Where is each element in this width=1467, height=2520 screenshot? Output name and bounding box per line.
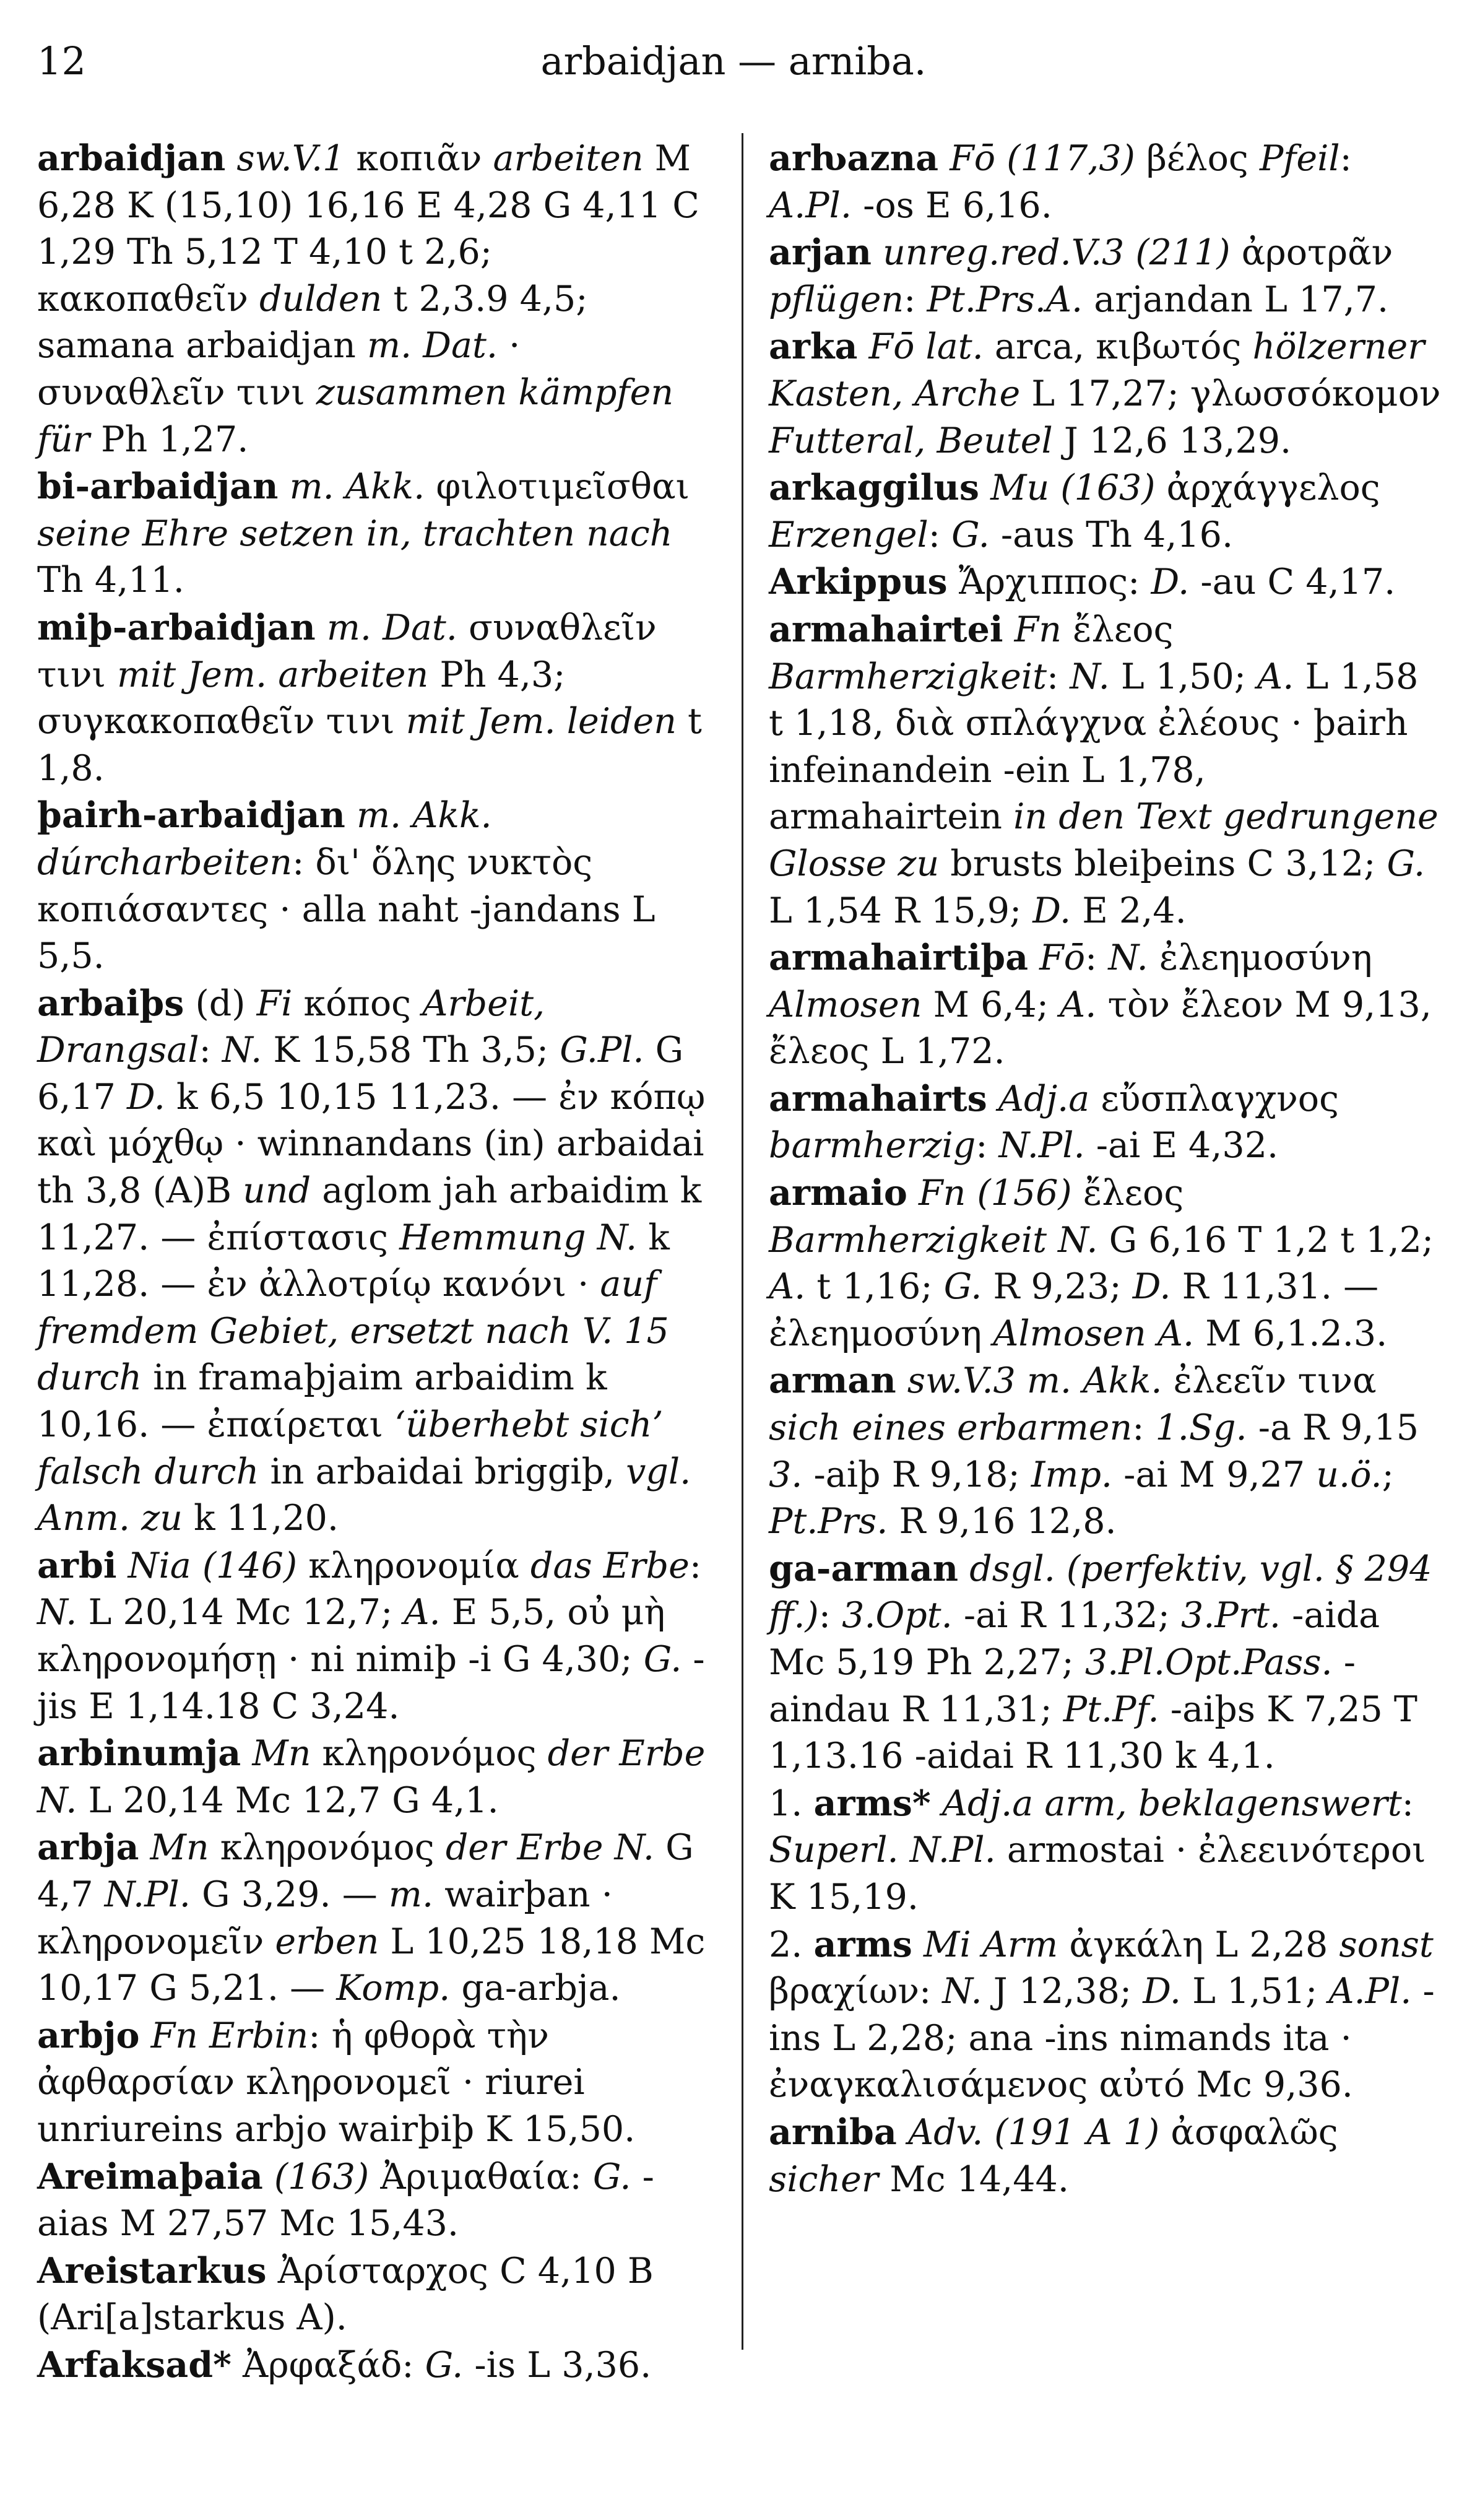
entry-italic-text: sich eines erbarmen [769, 1407, 1133, 1449]
entry-italic-text: u.ö. [1316, 1454, 1382, 1495]
entry-italic-text: auf fremdem Gebiet, ersetzt nach V. 15 durch [37, 1264, 669, 1399]
entry-text: συναθλεῖν τινι [37, 607, 657, 695]
entry-text: κληρονομία [297, 1545, 530, 1586]
entry-text: L 20,14 Mc 12,7; [77, 1592, 404, 1633]
entry-italic-text: barmherzig [769, 1125, 976, 1167]
entry-italic-text: Fn [1014, 609, 1062, 650]
entry-text [897, 2112, 908, 2153]
entry-text [139, 2015, 150, 2056]
entry-headword: armaio [769, 1172, 907, 1214]
entry-text [931, 1783, 942, 1824]
entry-text: ἐλεεῖν τινα [1162, 1360, 1377, 1402]
entry-text: aglom jah arbaidim k 11,27. — ἐπίστασις [37, 1170, 702, 1258]
dictionary-entry [769, 1545, 1443, 1780]
entry-text: : [1085, 937, 1109, 979]
entry-text: -ai R 11,32; [952, 1595, 1181, 1636]
entry-text: Ph 4,3; συγκακοπαθεῖν τινι [37, 654, 566, 742]
entry-text: κόπος [292, 983, 423, 1024]
entry-italic-text: Erzengel [769, 514, 928, 555]
entry-text: Th 4,11. [37, 560, 184, 601]
entry-text: ga-arbja. [450, 1968, 621, 2009]
entry-text [907, 1173, 919, 1214]
dictionary-entry [769, 323, 1443, 464]
entry-text: L 17,27; γλωσσόκομον [1020, 373, 1441, 414]
entry-italic-text: A. [404, 1592, 441, 1633]
entry-text: L 1,51; [1181, 1971, 1329, 2012]
dictionary-entry [37, 1542, 712, 1730]
entry-italic-text: sw.V.1 [236, 138, 345, 179]
entry-italic-text: 3.Prt. [1180, 1595, 1281, 1636]
entry-italic-text: D. [1151, 562, 1190, 603]
dictionary-entry [37, 2342, 712, 2389]
entry-text: wairþan · κληρονομεῖν [37, 1874, 613, 1962]
dictionary-entry [769, 229, 1443, 323]
dictionary-entry [37, 1824, 712, 2012]
entry-text: -aiþ R 9,18; [802, 1454, 1031, 1495]
entry-italic-text: A. [769, 1266, 806, 1308]
entry-text: : [818, 1595, 842, 1636]
entry-headword: arbja [37, 1827, 139, 1869]
entry-text: : [1047, 656, 1070, 697]
entry-headword: Areistarkus [37, 2249, 267, 2292]
entry-text: : [904, 279, 927, 320]
entry-text: βέλος [1135, 138, 1260, 179]
entry-text: : [1339, 138, 1352, 179]
entry-italic-text: 3.Pl.Opt.Pass. [1084, 1642, 1333, 1683]
running-head: arbaidjan — arniba. [540, 38, 927, 84]
entry-italic-text: Barmherzigkeit N. [769, 1219, 1098, 1261]
entry-italic-text: N.Pl. [104, 1874, 191, 1915]
entry-text: G 6,16 T 1,2 t 1,2; [1097, 1219, 1434, 1261]
entry-text: J 12,38; [982, 1971, 1143, 2012]
entry-italic-text: Hemmung N. [399, 1217, 638, 1258]
entry-italic-text: und [243, 1170, 311, 1212]
entry-italic-text: A. [1060, 984, 1097, 1025]
entry-headword: ga-arman [769, 1547, 959, 1589]
entry-text: κληρονόμος [209, 1827, 446, 1869]
entry-text [896, 1360, 907, 1401]
entry-text: -jis E 1,14.18 C 3,24. [37, 1639, 705, 1727]
entry-text: Ἀρίσταρχος C 4,10 B (Ari[a]starkus A). [37, 2250, 654, 2339]
entry-italic-text: Fn Erbin [150, 2015, 309, 2056]
entry-text: ἀρχάγγελος [1155, 467, 1380, 509]
entry-italic-text: mit Jem. arbeiten [117, 654, 429, 695]
entry-italic-text: Adj.a [998, 1078, 1090, 1119]
entry-text: -aus Th 4,16. [989, 514, 1234, 555]
entry-headword: arjan [769, 232, 872, 274]
entry-text: R 9,16 12,8. [888, 1501, 1117, 1542]
entry-text: G 6,17 [37, 1030, 684, 1118]
entry-text [938, 138, 950, 179]
dictionary-entry [37, 135, 712, 463]
entry-italic-text: G.Pl. [560, 1030, 644, 1071]
entry-text: -aiþs K 7,25 T 1,13.16 -aidai R 11,30 k 4,1. [769, 1688, 1417, 1777]
entry-text: : [1132, 1407, 1156, 1449]
entry-text [225, 138, 236, 179]
entry-headword: arbaidjan [37, 137, 226, 179]
entry-text: τὸν ἔλεον M 9,13, ἔλεος L 1,72. [769, 984, 1432, 1072]
entry-text [345, 795, 357, 836]
entry-italic-text: vgl. Anm. zu [37, 1451, 691, 1539]
page-number: 12 [37, 38, 86, 84]
entry-headword: Arfaksad* [37, 2344, 232, 2386]
entry-italic-text: N. [1070, 656, 1110, 697]
entry-text [912, 1924, 924, 1965]
entry-text: 2. [769, 1924, 814, 1965]
entry-text: armostai · ἐλεεινότεροι K 15,19. [769, 1830, 1426, 1918]
entry-italic-text: D. [127, 1076, 165, 1118]
entry-italic-text: m. [388, 1874, 434, 1915]
entry-text [139, 1827, 150, 1868]
entry-headword: arniba [769, 2111, 897, 2153]
entry-headword: arms [813, 1923, 912, 1965]
entry-italic-text: Fi [256, 983, 293, 1024]
entry-text: ἐλεημοσύνη [1148, 937, 1372, 979]
entry-italic-text: Mn [150, 1827, 209, 1869]
entry-italic-text: sonst [1339, 1924, 1434, 1965]
entry-italic-text: G. [425, 2344, 464, 2386]
entry-italic-text: Fō lat. [868, 326, 984, 368]
entry-italic-text: A. [1257, 656, 1294, 697]
entry-text: L 1,50; [1109, 656, 1258, 697]
entry-text: L 20,14 Mc 12,7 G 4,1. [77, 1779, 499, 1821]
dictionary-entry [37, 792, 712, 980]
entry-text [1003, 609, 1015, 650]
entry-text [979, 467, 990, 508]
dictionary-entry [769, 1921, 1443, 2109]
entry-italic-text: m. Akk. dúrcharbeiten [37, 795, 492, 883]
entry-text: k 6,5 10,15 11,23. — ἐν κόπῳ καὶ μόχθῳ · winnandans (in) arbaidai th 3,8 (A)B [37, 1076, 706, 1212]
entry-italic-text: der Erbe N. [37, 1733, 706, 1821]
entry-italic-text: D. [1032, 890, 1071, 931]
entry-italic-text: N.Pl. [998, 1125, 1085, 1167]
entry-text [241, 1733, 252, 1774]
dictionary-entry [769, 934, 1443, 1075]
entry-headword: þairh-arbaidjan [37, 794, 345, 836]
entry-text: ; [1382, 1454, 1394, 1495]
dictionary-entry [37, 2153, 712, 2248]
entry-text: εὔσπλαγχνος [1089, 1078, 1339, 1119]
entry-text: M 6,4; [922, 984, 1060, 1025]
entry-text: : ἡ φθορὰ τὴν ἀφθαρσίαν κληρονομεῖ · riurei unriureins arbjo wairþiþ K 15,50. [37, 2015, 636, 2150]
entry-text: -a R 9,15 [1247, 1407, 1419, 1449]
entry-text: arjandan L 17,7. [1083, 279, 1389, 320]
dictionary-entry [769, 558, 1443, 606]
entry-text: J 12,6 13,29. [1052, 420, 1292, 461]
entry-italic-text: N. [37, 1592, 77, 1633]
entry-text: : [928, 514, 952, 555]
entry-italic-text: sicher [769, 2158, 879, 2200]
entry-text: -ins L 2,28; ana -ins nimands ita · ἐναγκαλισάμενος αὐτό Mc 9,36. [769, 1971, 1435, 2106]
entry-italic-text: ‘überhebt sich’ falsch durch [37, 1404, 664, 1492]
entry-text: ἀσφαλῶς [1159, 2111, 1338, 2153]
dictionary-entry [37, 2012, 712, 2153]
entry-italic-text: D. [1143, 1971, 1182, 2012]
dictionary-entry [769, 135, 1443, 229]
entry-text: t 2,3.9 4,5; samana arbaidjan [37, 278, 588, 367]
entry-text: Ἄρχιππος: [947, 562, 1151, 603]
entry-text: t 1,8. [37, 701, 702, 789]
entry-italic-text: seine Ehre setzen in, trachten nach [37, 513, 673, 554]
entry-italic-text: m. Akk. [289, 466, 425, 508]
entry-headword: arbjo [37, 2014, 140, 2056]
entry-text: βραχίων: [769, 1971, 943, 2012]
entry-italic-text: mit Jem. leiden [405, 701, 677, 742]
entry-italic-text: Futteral, Beutel [769, 420, 1053, 461]
entry-text: : [1401, 1783, 1414, 1824]
dictionary-entry [769, 1170, 1443, 1357]
entry-text: -ai E 4,32. [1084, 1125, 1279, 1167]
entry-text: E 2,4. [1071, 890, 1187, 931]
column-divider [742, 133, 743, 2350]
entry-italic-text: Nia (146) [128, 1545, 298, 1586]
entry-italic-text: Fō (117,3) [950, 138, 1135, 179]
entry-italic-text: das Erbe [530, 1545, 690, 1586]
entry-text [263, 2157, 274, 2197]
entry-text: κληρονόμος [311, 1733, 548, 1775]
entry-italic-text: N. [1108, 937, 1148, 979]
entry-text: : [199, 1030, 222, 1071]
entry-italic-text: Mi Arm [924, 1924, 1058, 1965]
entry-text: ἔλεος [1061, 609, 1174, 650]
entry-text: K 15,58 Th 3,5; [262, 1030, 560, 1071]
entry-text [316, 607, 327, 648]
entry-italic-text: Imp. [1031, 1454, 1113, 1495]
entry-italic-text: hölzerner Kasten, Arche [769, 326, 1425, 414]
entry-italic-text: pflügen [769, 279, 904, 320]
entry-text: 1. [769, 1783, 814, 1824]
entry-italic-text: m. Dat. [326, 607, 457, 648]
entry-text: Ἀρφαξάδ: [231, 2344, 425, 2386]
right-column [769, 135, 1443, 2203]
dictionary-entry [769, 1075, 1443, 1170]
entry-italic-text: der Erbe N. [445, 1827, 654, 1869]
entry-italic-text: in den Text gedrungene Glosse zu [769, 796, 1439, 884]
entry-italic-text: Fō [1039, 937, 1086, 979]
entry-headword: armahairts [769, 1077, 987, 1119]
entry-text: brusts bleiþeins C 3,12; [939, 843, 1387, 884]
entry-italic-text: Mn [252, 1733, 311, 1775]
dictionary-entry [769, 1357, 1443, 1545]
entry-text: Ἀριμαθαία: [369, 2156, 593, 2197]
entry-text: arca, κιβωτός [983, 326, 1253, 368]
entry-italic-text: Almosen [769, 984, 922, 1025]
entry-text: κοπιᾶν [345, 138, 493, 179]
entry-text: -ai M 9,27 [1112, 1454, 1317, 1495]
entry-italic-text: arbeiten [493, 138, 644, 179]
entry-italic-text: G. [592, 2156, 631, 2197]
entry-text: L 1,58 t 1,18, διὰ σπλάγχνα ἐλέους · þairh infeinandein -ein L 1,78, armahairtein [769, 656, 1419, 838]
entry-italic-text: zusammen kämpfen für [37, 371, 674, 460]
entry-text: in framaþjaim arbaidim k 10,16. — ἐπαίρεται [37, 1357, 607, 1446]
entry-italic-text: Fn (156) [919, 1173, 1072, 1214]
entry-headword: arbaiþs [37, 982, 184, 1024]
entry-italic-text: Superl. N.Pl. [769, 1830, 996, 1871]
entry-text: ἀροτρᾶν [1230, 232, 1393, 274]
entry-text: k 11,28. — ἐν ἀλλοτρίῳ κανόνι · [37, 1217, 670, 1305]
entry-text: Ph 1,27. [90, 419, 249, 460]
entry-text: E 5,5, οὐ μὴ κληρονομήσῃ · ni nimiþ -i G 4,30; [37, 1592, 665, 1680]
entry-text: R 11,31. — ἐλεημοσύνη [769, 1266, 1379, 1354]
entry-text [278, 466, 289, 507]
entry-italic-text: Mu (163) [990, 467, 1156, 509]
entry-text [872, 232, 883, 273]
entry-text: : δι' ὅλης νυκτὸς κοπιάσαντες · alla naht -jandans L 5,5. [37, 841, 656, 977]
entry-text: -aias M 27,57 Mc 15,43. [37, 2156, 654, 2244]
entry-italic-text: Adj.a arm, beklagenswert [941, 1783, 1402, 1824]
entry-italic-text: erben [275, 1921, 379, 1962]
entry-italic-text: Almosen A. [993, 1313, 1195, 1354]
entry-headword: Areimaþaia [37, 2155, 263, 2197]
entry-italic-text: N. [222, 1030, 262, 1071]
entry-italic-text: G. [951, 514, 990, 555]
entry-headword: miþ-arbaidjan [37, 606, 316, 648]
entry-headword: bi-arbaidjan [37, 466, 279, 508]
entry-text [116, 1545, 128, 1586]
entry-italic-text: 3. [769, 1454, 803, 1495]
entry-italic-text: Komp. [336, 1968, 451, 2009]
entry-text: M 6,28 K (15,10) 16,16 E 4,28 G 4,11 C 1,29 Th 5,12 T 4,10 t 2,6; κακοπαθεῖν [37, 138, 699, 319]
entry-text: G 3,29. — [190, 1874, 389, 1915]
entry-headword: armahairtiþa [769, 937, 1029, 979]
entry-headword: arms* [813, 1782, 931, 1824]
entry-italic-text: dsgl. (perfektiv, vgl. § 294 ff.) [769, 1548, 1432, 1636]
entry-italic-text: G. [643, 1639, 682, 1680]
entry-italic-text: Adv. (191 A 1) [907, 2111, 1160, 2153]
dictionary-entry [37, 2248, 712, 2342]
dictionary-entry [769, 1780, 1443, 1921]
entry-text: ἀγκάλη L 2,28 [1058, 1924, 1339, 1965]
entry-italic-text: (163) [274, 2156, 370, 2197]
entry-italic-text: Pt.Prs.A. [927, 279, 1083, 320]
entry-italic-text: N. [942, 1971, 982, 2012]
entry-italic-text: D. [1132, 1266, 1171, 1308]
entry-text [1028, 937, 1039, 978]
entry-headword: arkaggilus [769, 467, 979, 509]
entry-text: (d) [184, 983, 257, 1024]
entry-italic-text: Pt.Prs. [769, 1501, 888, 1542]
entry-headword: arƕazna [769, 137, 939, 179]
entry-text: t 1,16; [805, 1266, 944, 1308]
entry-text: -os E 6,16. [851, 185, 1052, 226]
entry-italic-text: unreg.red.V.3 (211) [883, 232, 1231, 274]
entry-italic-text: G. [1387, 843, 1426, 884]
entry-italic-text: 1.Sg. [1155, 1407, 1247, 1449]
entry-headword: arbi [37, 1544, 117, 1586]
entry-italic-text: 3.Opt. [842, 1595, 953, 1636]
entry-italic-text: A.Pl. [1328, 1971, 1412, 2012]
entry-text: : [976, 1125, 999, 1167]
entry-text: ἔλεος [1071, 1173, 1184, 1214]
entry-text: Mc 14,44. [878, 2158, 1069, 2200]
entry-italic-text: sw.V.3 m. Akk. [907, 1360, 1162, 1402]
dictionary-entry [37, 463, 712, 604]
entry-italic-text: A.Pl. [769, 185, 852, 226]
entry-text: -aida Mc 5,19 Ph 2,27; [769, 1595, 1380, 1683]
dictionary-entry [769, 606, 1443, 934]
entry-headword: arka [769, 326, 858, 368]
entry-headword: arman [769, 1360, 896, 1402]
entry-italic-text: Arbeit, Drangsal [37, 983, 545, 1071]
dictionary-entry [37, 1730, 712, 1824]
entry-text: · συναθλεῖν τινι [37, 325, 521, 413]
entry-text: φιλοτιμεῖσθαι [425, 466, 690, 508]
entry-text [857, 326, 868, 367]
dictionary-entry [37, 604, 712, 792]
entry-text [958, 1549, 969, 1589]
entry-italic-text: dulden [259, 278, 383, 319]
entry-text: -au C 4,17. [1189, 562, 1396, 603]
dictionary-entry [769, 464, 1443, 558]
entry-italic-text: G. [943, 1266, 982, 1308]
entry-text [987, 1079, 998, 1119]
entry-text: L 10,25 18,18 Mc 10,17 G 5,21. — [37, 1921, 706, 2009]
entry-text: in arbaidai briggiþ, [259, 1451, 626, 1492]
entry-text: R 9,23; [982, 1266, 1133, 1308]
dictionary-entry [769, 2109, 1443, 2203]
entry-text: -aindau R 11,31; [769, 1642, 1356, 1730]
entry-headword: armahairtei [769, 608, 1003, 650]
entry-italic-text: Pt.Pf. [1063, 1688, 1159, 1730]
entry-headword: Arkippus [769, 561, 948, 603]
dictionary-entry [37, 980, 712, 1542]
entry-headword: arbinumja [37, 1732, 241, 1775]
entry-text: G 4,7 [37, 1827, 694, 1915]
entry-italic-text: Pfeil [1259, 138, 1340, 179]
entry-italic-text: Barmherzigkeit [769, 656, 1047, 697]
entry-text: -is L 3,36. [463, 2344, 652, 2386]
left-column [37, 135, 712, 2389]
entry-text: L 1,54 R 15,9; [769, 890, 1033, 931]
entry-text: k 11,20. [182, 1498, 339, 1539]
entry-text: : [689, 1545, 702, 1586]
entry-italic-text: m. Dat. [366, 325, 498, 367]
entry-text: M 6,1.2.3. [1194, 1313, 1388, 1354]
